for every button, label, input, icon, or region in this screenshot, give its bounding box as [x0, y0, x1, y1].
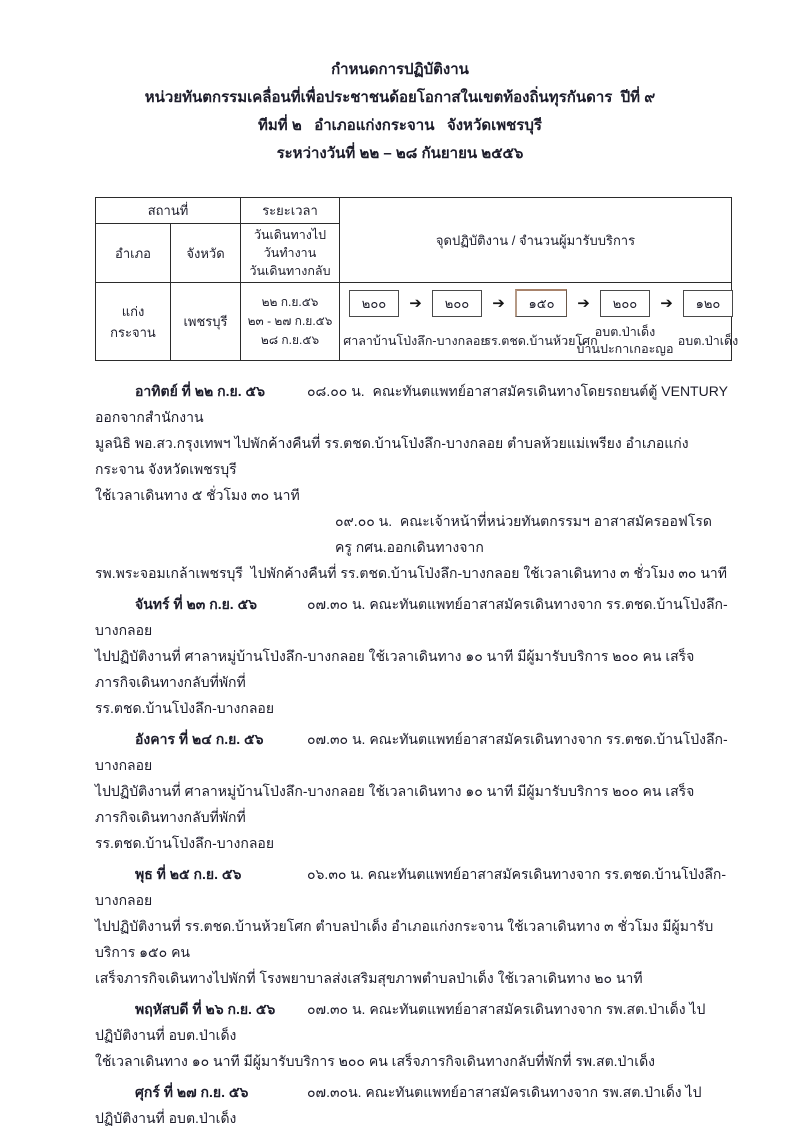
flow-label-line: อบต.ป่าเด็ง: [594, 325, 656, 339]
schedule-line: ไปปฏิบัติงานที่ ศาลาหมู่บ้านโป่งลึก-บางกลอย ใช้เวลาเดินทาง ๑๐ นาที มีผู้มารับบริการ ๒๐๐ คน เสร็จภารกิจเดินทางกลับที่พักที่: [95, 648, 695, 690]
cell-operation-flow: [340, 283, 739, 361]
title-line-1: กำหนดการปฏิบัติงาน: [331, 61, 469, 78]
title-line-4: ระหว่างวันที่ ๒๒ – ๒๘ กันยายน ๒๕๕๖: [276, 145, 524, 162]
flow-box: ๒๐๐: [432, 290, 482, 317]
schedule-line: รร.ตชด.บ้านโป่งลึก-บางกลอย: [95, 700, 275, 716]
day-heading: อาทิตย์ ที่ ๒๒ ก.ย. ๕๖: [135, 383, 265, 399]
arrow-right-icon: ➔: [660, 294, 673, 312]
schedule-paragraph: [95, 591, 732, 721]
schedule-text: ๐๗.๓๐น. คณะทันตแพทย์อาสาสมัครเดินทางจาก รพ.สต.ป่าเด็ง ไปปฏิบัติงานที่ อบต.ป่าเด็ง: [95, 1084, 702, 1126]
schedule-paragraph: [95, 996, 732, 1074]
header-duration-sub: [241, 224, 340, 283]
schedule-line: [95, 996, 732, 1048]
header-duration: ระยะเวลา: [241, 198, 340, 224]
schedule-line: ไปปฏิบัติงานที่ รร.ตชด.บ้านห้วยโศก ตำบลป่าเด็ง อำเภอแก่งกระจาน ใช้เวลาเดินทาง ๓ ชั่วโมง มีผู้มารับบริการ ๑๕๐ คน: [95, 918, 714, 960]
schedule-line: ใช้เวลาเดินทาง ๕ ชั่วโมง ๓๐ นาที: [95, 487, 300, 503]
title-line-2: หน่วยทันตกรรมเคลื่อนที่เพื่อประชาชนด้อยโอกาสในเขตท้องถิ่นทุรกันดาร ปีที่ ๙: [144, 89, 656, 106]
schedule-text: ๐๗.๓๐ น. คณะทันตแพทย์อาสาสมัครเดินทางจาก รพ.สต.ป่าเด็ง ไปปฏิบัติงานที่ อบต.ป่าเด็ง: [95, 1001, 706, 1043]
document-content: [95, 197, 739, 1131]
header-work-days: วันทำงาน: [263, 246, 317, 260]
schedule-line: มูลนิธิ พอ.สว.กรุงเทพฯ ไปพักค้างคืนที่ รร.ตชด.บ้านโป่งลึก-บางกลอย ตำบลห้วยแม่เพรียง อำเภอแก่งกระจาน จังหวัดเพชรบุรี: [95, 435, 689, 477]
schedule-line: [95, 591, 732, 643]
header-operation: จุดปฏิบัติงาน / จำนวนผู้มารับบริการ: [340, 198, 732, 283]
title-line-3: ทีมที่ ๒ อำเภอแก่งกระจาน จังหวัดเพชรบุรี: [258, 117, 542, 134]
arrow-right-icon: ➔: [492, 294, 505, 312]
flow-label: [678, 333, 738, 350]
header-district: อำเภอ: [96, 224, 171, 283]
schedule-line: [95, 726, 732, 778]
schedule-line: ใช้เวลาเดินทาง ๑๐ นาที มีผู้มารับบริการ ๒๐๐ คน เสร็จภารกิจเดินทางกลับที่พักที่ รพ.สต.ป่าเด็ง: [95, 1053, 656, 1069]
header-travel-out: วันเดินทางไป: [253, 228, 327, 242]
schedule-line: รร.ตชด.บ้านโป่งลึก-บางกลอย: [95, 835, 275, 851]
schedule-paragraph: [95, 726, 732, 856]
schedule-line: [95, 861, 732, 913]
schedule-text: ๐๖.๓๐ น. คณะทันตแพทย์อาสาสมัครเดินทางจาก รร.ตชด.บ้านโป่งลึก-บางกลอย: [95, 866, 727, 908]
flow-diagram: [343, 285, 739, 358]
flow-label-line: บ้านปะกาเกอะญอ: [576, 342, 674, 356]
arrow-right-icon: ➔: [577, 294, 590, 312]
header-location: สถานที่: [96, 198, 241, 224]
schedule-paragraph: [95, 378, 732, 586]
schedule-paragraph: [95, 1079, 732, 1131]
date-travel-out: ๒๒ ก.ย.๕๖: [261, 295, 319, 309]
schedule-line: [95, 1079, 732, 1131]
arrow-right-icon: ➔: [409, 294, 422, 312]
flow-label-line: ศาลาบ้านโป่งลึก-บางกลอย: [343, 333, 488, 348]
header-province: จังหวัด: [171, 224, 241, 283]
schedule-line: [95, 378, 732, 430]
cell-dates: [241, 283, 340, 361]
flow-box: ๒๐๐: [600, 290, 650, 317]
flow-box: ๒๐๐: [349, 290, 399, 317]
schedule-text: ๐๗.๓๐ น. คณะทันตแพทย์อาสาสมัครเดินทางจาก รร.ตชด.บ้านโป่งลึก-บางกลอย: [95, 596, 728, 638]
flow-label-line: รร.ตชด.บ้านห้วยโศก: [484, 333, 598, 348]
date-work-days: ๒๓ - ๒๗ ก.ย.๕๖: [247, 314, 333, 328]
schedule-section: [95, 378, 732, 1131]
flow-label: [577, 324, 674, 358]
day-heading: อังคาร ที่ ๒๔ ก.ย. ๕๖: [135, 731, 264, 747]
day-heading: พฤหัสบดี ที่ ๒๖ ก.ย. ๕๖: [135, 1001, 276, 1017]
date-travel-back: ๒๘ ก.ย.๕๖: [260, 333, 320, 347]
day-heading: ศุกร์ ที่ ๒๗ ก.ย. ๕๖: [135, 1084, 249, 1100]
schedule-text: ๐๗.๓๐ น. คณะทันตแพทย์อาสาสมัครเดินทางจาก รร.ตชด.บ้านโป่งลึก-บางกลอย: [95, 731, 728, 773]
document-title: [0, 0, 800, 168]
schedule-line: รพ.พระจอมเกล้าเพชรบุรี ไปพักค้างคืนที่ รร.ตชด.บ้านโป่งลึก-บางกลอย ใช้เวลาเดินทาง ๓ ชั่วโมง ๓๐ นาที: [95, 565, 727, 581]
schedule-line: ไปปฏิบัติงานที่ ศาลาหมู่บ้านโป่งลึก-บางกลอย ใช้เวลาเดินทาง ๑๐ นาที มีผู้มารับบริการ ๒๐๐ คน เสร็จภารกิจเดินทางกลับที่พักที่: [95, 783, 695, 825]
header-travel-back: วันเดินทางกลับ: [249, 264, 331, 278]
schedule-text: ๐๘.๐๐ น. คณะทันตแพทย์อาสาสมัครเดินทางโดยรถยนต์ตู้ VENTURY ออกจากสำนักงาน: [95, 383, 732, 425]
schedule-table: [95, 197, 739, 361]
cell-province: เพชรบุรี: [171, 283, 241, 361]
schedule-line: เสร็จภารกิจเดินทางไปพักที่ โรงพยาบาลส่งเสริมสุขภาพตำบลป่าเด็ง ใช้เวลาเดินทาง ๒๐ นาที: [95, 970, 643, 986]
flow-box: ๑๒๐: [683, 290, 733, 317]
table-row: [96, 283, 732, 361]
day-heading: พุธ ที่ ๒๕ ก.ย. ๕๖: [135, 866, 242, 882]
schedule-paragraph: [95, 861, 732, 991]
schedule-line: ๐๙.๐๐ น. คณะเจ้าหน้าที่หน่วยทันตกรรมฯ อาสาสมัครออฟโรด ครู กศน.ออกเดินทางจาก: [335, 513, 716, 555]
day-heading: จันทร์ ที่ ๒๓ ก.ย. ๕๖: [135, 596, 258, 612]
cell-district: แก่งกระจาน: [96, 283, 171, 361]
flow-box: ๑๕๐: [515, 289, 567, 317]
flow-label-line: อบต.ป่าเด็ง: [677, 333, 739, 348]
flow-label: [343, 333, 487, 350]
